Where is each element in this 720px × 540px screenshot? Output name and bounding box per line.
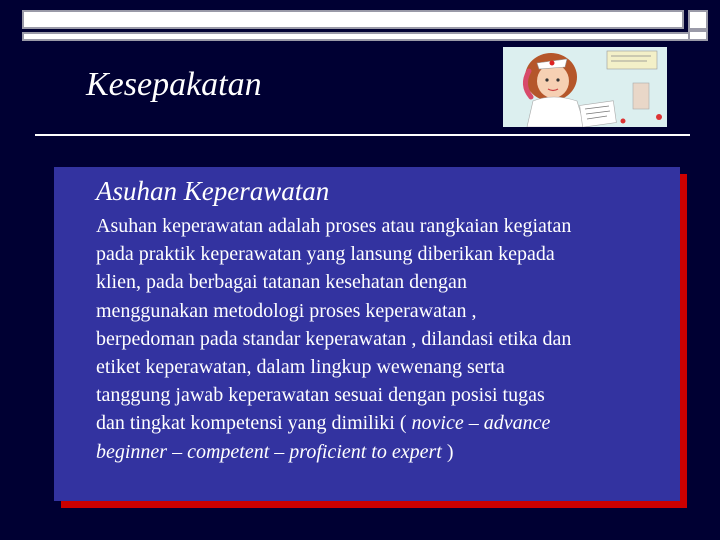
body-line: menggunakan metodologi proses keperawatan , xyxy=(96,299,477,322)
header-square-top xyxy=(688,10,708,30)
body-line: Asuhan keperawatan adalah proses atau rangkaian kegiatan xyxy=(96,215,572,237)
body-line-9 xyxy=(96,441,454,463)
body-line: berpedoman pada standar keperawatan , dilandasi etika dan xyxy=(96,327,572,350)
body-line-8-italic: novice – advance xyxy=(411,412,551,435)
body-line-9-italic: beginner – competent – proficient to expert xyxy=(96,440,442,463)
body-line-8-prefix: dan tingkat kompetensi yang dimiliki ( xyxy=(96,412,412,435)
slide-subtitle: Asuhan Keperawatan xyxy=(96,176,330,206)
body-line: etiket keperawatan, dalam lingkup wewenang serta xyxy=(96,356,505,379)
body-line-9-suffix: ) xyxy=(441,440,454,463)
header-decoration-bars xyxy=(22,10,710,42)
header-bar-top xyxy=(22,10,684,29)
body-paragraph xyxy=(96,212,676,466)
header-square-bottom xyxy=(688,30,708,41)
slide-title: Kesepakatan xyxy=(86,66,262,103)
body-line-8 xyxy=(96,412,550,434)
body-line: tanggung jawab keperawatan sesuai dengan posisi tugas xyxy=(96,384,545,407)
nurse-on-phone-clipart-icon xyxy=(503,47,667,127)
body-line: pada praktik keperawatan yang lansung diberikan kepada xyxy=(96,243,555,266)
body-line: klien, pada berbagai tatanan kesehatan dengan xyxy=(96,271,467,294)
header-bar-bottom xyxy=(22,32,708,41)
title-divider xyxy=(35,134,690,136)
